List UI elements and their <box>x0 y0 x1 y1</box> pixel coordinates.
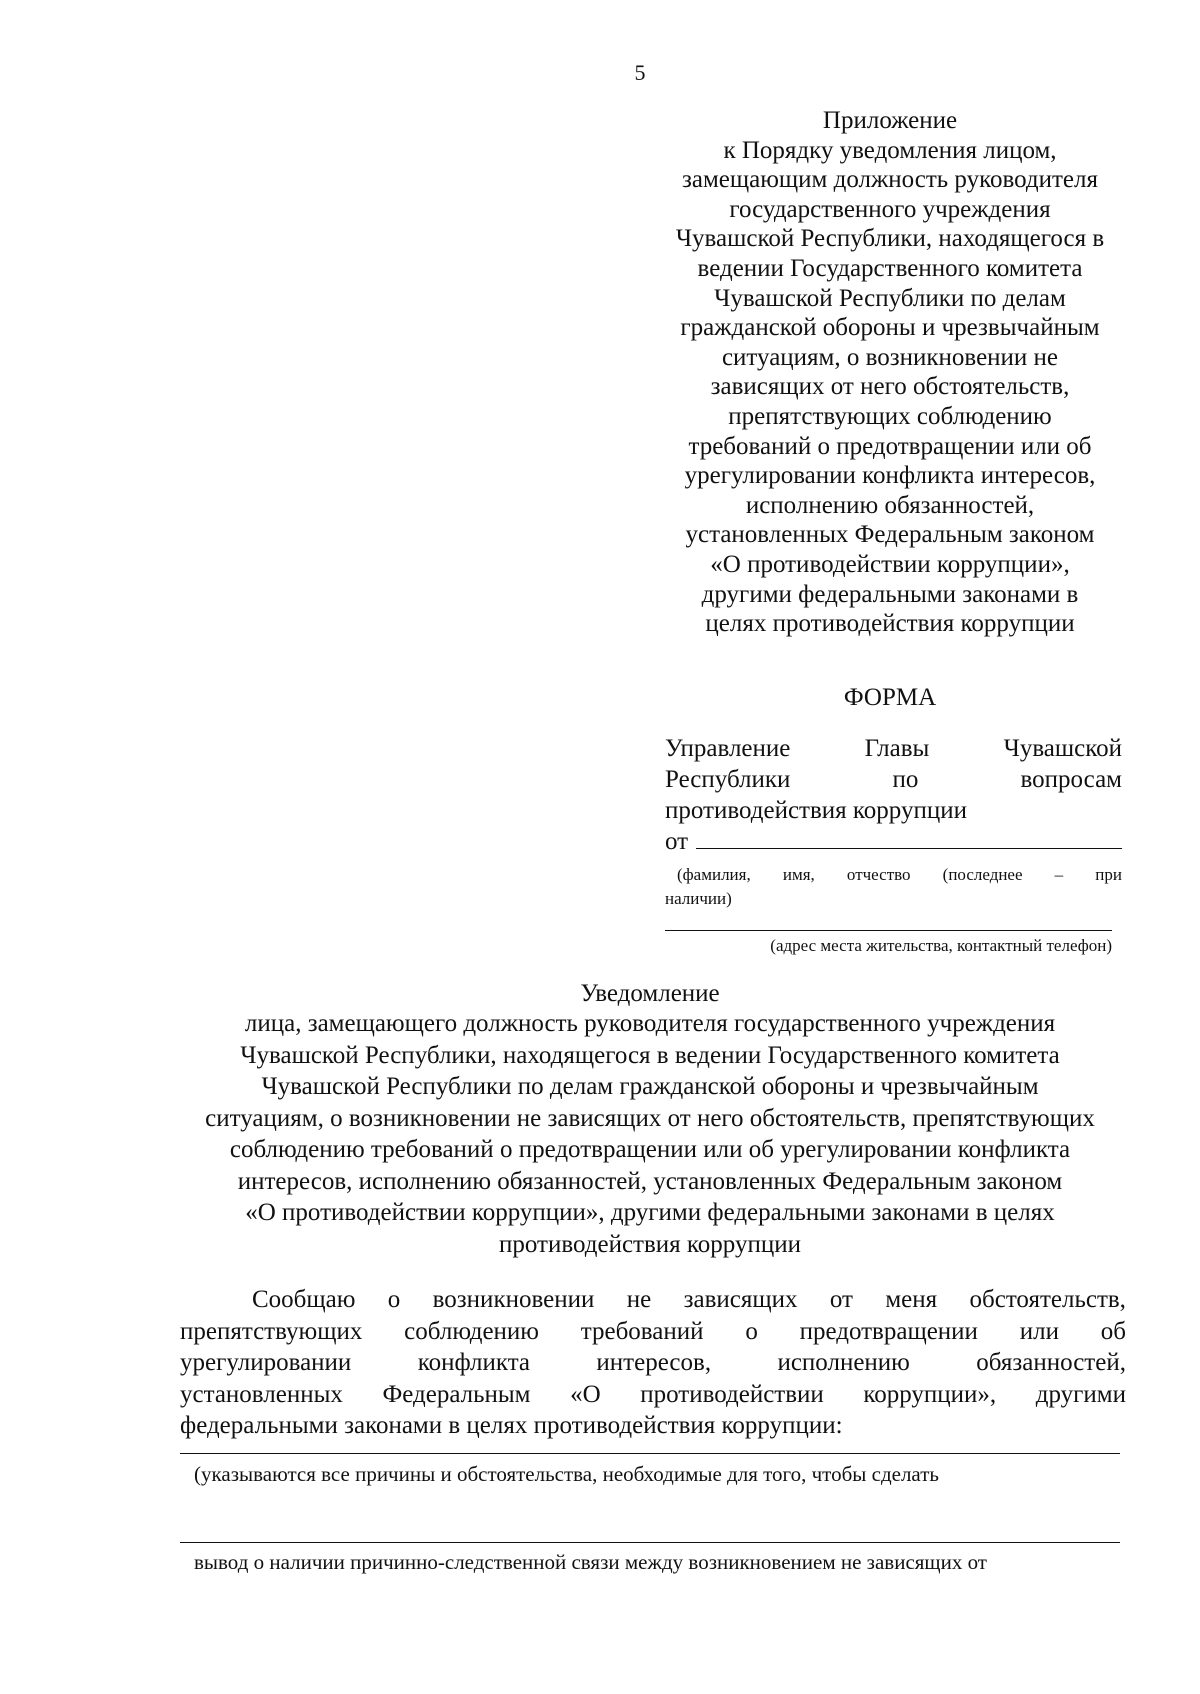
appendix-line: урегулировании конфликта интересов, <box>684 462 1096 490</box>
subtitle-line: лица, замещающего должность руководителя государственного учреждения <box>244 1010 1056 1037</box>
body-word: Сообщаю <box>252 1286 356 1313</box>
name-hint <box>665 863 1122 911</box>
appendix-line: препятствующих соблюдению <box>728 402 1052 430</box>
addressee-line <box>665 764 1122 795</box>
body-paragraph <box>180 1284 1126 1442</box>
body-word: соблюдению <box>404 1317 539 1345</box>
reason-hint-1: (указываются все причины и обстоятельства, необходимые для того, чтобы сделать <box>194 1462 939 1486</box>
address-hint: (адрес места жительства, контактный телефон) <box>770 936 1112 955</box>
body-line <box>180 1379 1126 1411</box>
subtitle-line: Чувашской Республики, находящегося в ведении Государственного комитета <box>240 1041 1060 1069</box>
body-line <box>180 1316 1126 1348</box>
body-word: о <box>387 1286 401 1313</box>
appendix-line: ведении Государственного комитета <box>697 254 1083 282</box>
addressee-word: Республики <box>665 766 791 793</box>
addressee-block <box>665 733 1122 911</box>
subtitle-line: интересов, исполнению обязанностей, установленных Федеральным законом <box>237 1167 1063 1195</box>
addressee-word: Главы <box>864 735 930 762</box>
appendix-line: «О противодействии коррупции», <box>710 550 1070 578</box>
body-word: предотвращении <box>799 1317 978 1345</box>
hint-line: наличии) <box>665 889 732 908</box>
hint-word: при <box>1095 865 1122 884</box>
appendix-line: Приложение <box>822 107 958 134</box>
addressee-word: Чувашской <box>1003 735 1122 762</box>
body-word: об <box>1100 1317 1126 1345</box>
appendix-line: гражданской обороны и чрезвычайным <box>680 314 1100 342</box>
body-word: противодействии <box>640 1380 824 1408</box>
body-word: возникновении <box>432 1286 595 1313</box>
body-word: от <box>829 1286 853 1313</box>
addressee-line: противодействия коррупции <box>665 797 967 824</box>
appendix-line: Чувашской Республики, находящегося в <box>675 225 1105 253</box>
name-fill-line[interactable] <box>696 826 1122 849</box>
from-label: от <box>665 828 689 855</box>
body-line: федеральными законами в целях противодействия коррупции: <box>180 1412 843 1439</box>
appendix-line: к Порядку уведомления лицом, <box>723 136 1057 164</box>
subtitle-line: соблюдению требований о предотвращении или об урегулировании конфликта <box>229 1136 1071 1163</box>
hint-word: (фамилия, <box>677 865 751 884</box>
hint-word: – <box>1054 865 1064 884</box>
notice-subtitle <box>180 1008 1120 1260</box>
body-line <box>180 1347 1126 1379</box>
appendix-line: ситуациям, о возникновении не <box>721 343 1059 371</box>
body-word: коррупции», <box>863 1380 997 1408</box>
body-word: конфликта <box>417 1349 531 1376</box>
body-word: установленных <box>180 1380 343 1408</box>
reason-fill-line-1[interactable] <box>180 1453 1120 1454</box>
appendix-line: исполнению обязанностей, <box>745 491 1035 519</box>
subtitle-line: ситуациям, о возникновении не зависящих от него обстоятельств, препятствующих <box>205 1104 1095 1132</box>
from-line <box>665 826 1122 857</box>
appendix-line: Чувашской Республики по делам <box>714 284 1066 312</box>
body-word: исполнению <box>777 1349 910 1376</box>
body-word: меня <box>885 1286 938 1313</box>
appendix-line: требований о предотвращении или об <box>688 432 1092 460</box>
appendix-line: государственного учреждения <box>729 195 1051 223</box>
body-word: обязанностей, <box>976 1349 1126 1376</box>
body-word: Федеральным <box>382 1380 531 1408</box>
addressee-word: по <box>892 766 919 793</box>
subtitle-line: противодействия коррупции <box>499 1230 801 1258</box>
body-word: «О <box>570 1380 601 1408</box>
appendix-line: замещающим должность руководителя <box>682 166 1098 194</box>
appendix-line: целях противодействия коррупции <box>705 610 1075 638</box>
reason-hint-2: вывод о наличии причинно-следственной связи между возникновением не зависящих от <box>194 1550 987 1574</box>
address-fill-line[interactable] <box>665 930 1112 931</box>
appendix-line: установленных Федеральным законом <box>685 521 1095 549</box>
body-line <box>180 1284 1126 1316</box>
body-word: о <box>745 1317 758 1345</box>
body-word: другими <box>1035 1380 1126 1408</box>
hint-word: (последнее <box>942 865 1023 884</box>
hint-word: отчество <box>846 865 911 884</box>
body-word: обстоятельств, <box>969 1286 1126 1313</box>
body-word: зависящих <box>683 1286 798 1313</box>
body-word: препятствующих <box>180 1317 363 1345</box>
appendix-line: другими федеральными законами в <box>701 580 1079 608</box>
appendix-line: зависящих от него обстоятельств, <box>710 373 1070 401</box>
body-word: не <box>626 1286 652 1313</box>
subtitle-line: «О противодействии коррупции», другими федеральными законами в целях <box>245 1199 1055 1226</box>
form-title: ФОРМА <box>843 684 937 711</box>
body-word: требований <box>580 1317 704 1345</box>
hint-word: имя, <box>782 865 815 884</box>
page-number: 5 <box>634 60 646 85</box>
notice-title: Уведомление <box>580 980 720 1007</box>
addressee-word: Управление <box>665 735 791 762</box>
body-word: или <box>1019 1317 1059 1345</box>
reason-fill-line-2[interactable] <box>180 1542 1120 1543</box>
appendix-header <box>630 106 1150 639</box>
subtitle-line: Чувашской Республики по делам гражданской обороны и чрезвычайным <box>261 1073 1039 1100</box>
body-word: интересов, <box>596 1349 712 1376</box>
addressee-line <box>665 733 1122 764</box>
addressee-word: вопросам <box>1020 766 1122 793</box>
body-word: урегулировании <box>180 1349 352 1376</box>
